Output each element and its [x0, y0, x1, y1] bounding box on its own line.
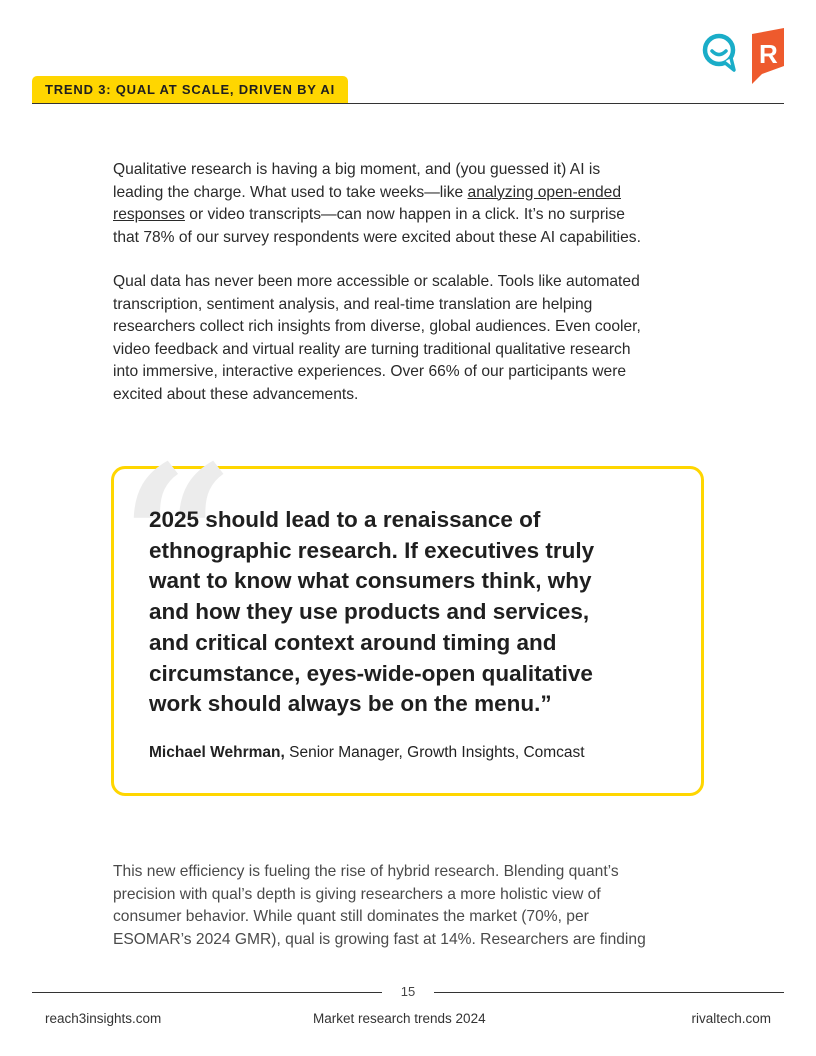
- footer-reach3-link[interactable]: reach3insights.com: [45, 1011, 162, 1026]
- footer-divider-right: [434, 992, 784, 993]
- footer-rival-link[interactable]: rivaltech.com: [691, 1011, 771, 1026]
- footer-divider-left: [32, 992, 382, 993]
- brand-logos: [702, 26, 786, 86]
- quote-author: Michael Wehrman,: [149, 744, 285, 761]
- quote-mark-icon: “: [120, 422, 236, 657]
- quote-line: circumstance, eyes-wide-open qualitative: [149, 660, 593, 686]
- quote-line: and critical context around timing and: [149, 629, 557, 655]
- header-divider: [32, 103, 784, 104]
- quote-line: and how they use products and services,: [149, 599, 590, 625]
- text-line: consumer behavior. While quant still dominates the market (70%, per: [113, 908, 589, 926]
- text-line: Qualitative research is having a big moment, and (you guessed it) AI is: [113, 161, 601, 178]
- quote-author-role: Senior Manager, Growth Insights, Comcast: [284, 744, 585, 761]
- reach3-chat-logo-icon: [705, 36, 734, 70]
- rival-r-logo-icon: [752, 28, 784, 84]
- text-line: ESOMAR’s 2024 GMR), qual is growing fast at 14%. Researchers are finding: [113, 930, 646, 948]
- intro-paragraph: [113, 159, 733, 249]
- footer-title: Market research trends 2024: [313, 1011, 486, 1026]
- quote-line: work should always be on the menu.”: [149, 691, 552, 717]
- section-badge: TREND 3: QUAL AT SCALE, DRIVEN BY AI: [32, 76, 348, 103]
- quote-attribution: [149, 744, 585, 762]
- text-line: researchers collect rich insights from diverse, global audiences. Even cooler,: [113, 318, 641, 336]
- text-segment: or video transcripts—can now happen in a click. It’s no surprise: [184, 206, 625, 224]
- page-number: 15: [400, 984, 416, 999]
- analyzing-open-ended-link[interactable]: analyzing open-ended: [467, 183, 621, 201]
- text-segment: leading the charge. What used to take weeks—like: [113, 183, 468, 201]
- text-line: Qual data has never been more accessible or scalable. Tools like automated: [113, 273, 640, 290]
- text-line: that 78% of our survey respondents were excited about these AI capabilities.: [113, 228, 641, 246]
- pull-quote-text: [149, 505, 689, 720]
- text-line: [113, 204, 733, 227]
- text-line: transcription, sentiment analysis, and real-time translation are helping: [113, 295, 593, 313]
- text-line: This new efficiency is fueling the rise of hybrid research. Blending quant’s: [113, 863, 619, 880]
- text-line: video feedback and virtual reality are turning traditional qualitative research: [113, 340, 631, 358]
- svg-text:R: R: [759, 39, 778, 69]
- quote-line: ethnographic research. If executives truly: [149, 537, 595, 563]
- text-line: excited about these advancements.: [113, 385, 359, 403]
- text-line: precision with qual’s depth is giving researchers a more holistic view of: [113, 885, 601, 903]
- text-line: [113, 182, 733, 205]
- text-line: into immersive, interactive experiences. Over 66% of our participants were: [113, 363, 627, 381]
- responses-link[interactable]: responses: [113, 206, 185, 224]
- quote-line: 2025 should lead to a renaissance of: [149, 507, 541, 532]
- hybrid-research-paragraph: [113, 861, 733, 951]
- quote-line: want to know what consumers think, why: [149, 568, 592, 594]
- qual-data-paragraph: [113, 271, 733, 407]
